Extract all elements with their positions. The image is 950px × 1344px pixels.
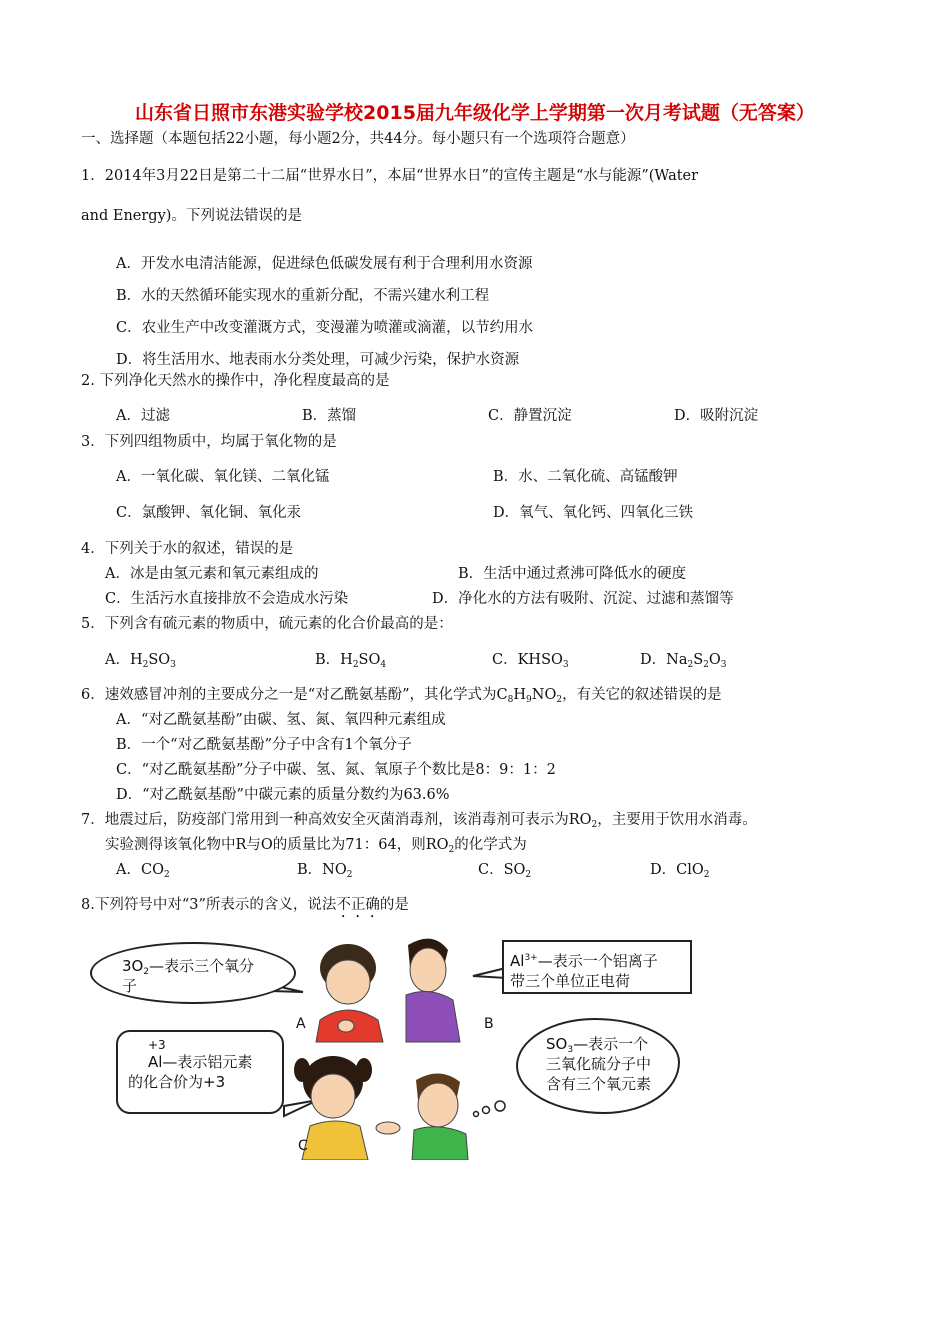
- q7-stem-line1: 7．地震过后，防疫部门常用到一种高效安全灭菌消毒剂，该消毒剂可表示为$RO_2$，主要用于饮用水消毒。: [81, 812, 757, 830]
- q2-option-a: A．过滤: [116, 408, 170, 424]
- figure-label-c: C: [298, 1138, 308, 1154]
- q6-option-b: B．一个“对乙酰氨基酚”分子中含有1个氧分子: [116, 737, 412, 753]
- q1-option-a: A．开发水电清洁能源，促进绿色低碳发展有利于合理利用水资源: [116, 256, 533, 272]
- q5-option-a: A．$H_2SO_3$: [105, 652, 176, 670]
- section-heading: 一、选择题（本题包括22小题，每小题2分，共44分。每小题只有一个选项符合题意）: [81, 131, 635, 147]
- bubble-a-line2: 子: [122, 977, 138, 995]
- bubble-c: [116, 1030, 284, 1114]
- q4-stem: 4．下列关于水的叙述，错误的是: [81, 541, 294, 557]
- q3-option-b: B．水、二氧化硫、高锰酸钾: [493, 469, 678, 485]
- q3-option-c: C．氯酸钾、氧化铜、氧化汞: [116, 505, 302, 521]
- q7-option-b: B．$NO_2$: [297, 862, 353, 880]
- q3-option-d: D．氧气、氧化钙、四氧化三铁: [493, 505, 694, 521]
- q5-option-d: D．$Na_2S_2O_3$: [640, 652, 727, 670]
- q7-option-c: C．$SO_2$: [478, 862, 532, 880]
- q6-option-c: C．“对乙酰氨基酚”分子中碳、氢、氮、氧原子个数比是8：9：1：2: [116, 762, 556, 778]
- q7-stem-line2: 实验测得该氧化物中R与O的质量比为71：64，则$RO_2$的化学式为: [105, 837, 527, 855]
- character-a: [316, 944, 383, 1042]
- q5-stem: 5．下列含有硫元素的物质中，硫元素的化合价最高的是：: [81, 616, 453, 632]
- q1-stem-line1: 1．2014年3月22日是第二十二届“世界水日”，本届“世界水日”的宣传主题是“水与能源”(Water: [81, 168, 699, 184]
- bubble-d-line3: 含有三个氧元素: [546, 1075, 652, 1093]
- q3-stem: 3．下列四组物质中，均属于氧化物的是: [81, 434, 337, 450]
- bubble-a-line1: $3O_2—$表示三个氧分: [122, 957, 255, 977]
- character-c: [294, 1056, 400, 1160]
- q1-option-d: D．将生活用水、地表雨水分类处理，可减少污染，保护水资源: [116, 352, 520, 368]
- bubble-d-line1: $SO_3—$表示一个: [546, 1035, 649, 1055]
- q1-option-b: B．水的天然循环能实现水的重新分配，不需兴建水利工程: [116, 288, 490, 304]
- q1-option-c: C．农业生产中改变灌溉方式，变漫灌为喷灌或滴灌，以节约用水: [116, 320, 534, 336]
- q2-stem: 2. 下列净化天然水的操作中，净化程度最高的是: [81, 373, 390, 389]
- q2-option-b: B．蒸馏: [302, 408, 357, 424]
- bubble-d: [516, 1018, 680, 1114]
- bubble-c-line1: Al—表示铝元素: [148, 1053, 253, 1071]
- q3-option-a: A．一氧化碳、氧化镁、二氧化锰: [116, 469, 330, 485]
- bubble-d-line2: 三氧化硫分子中: [546, 1055, 652, 1073]
- bubble-c-sup: +3: [148, 1038, 166, 1052]
- page-title: 山东省日照市东港实验学校2015届九年级化学上学期第一次月考试题（无答案）: [135, 102, 815, 124]
- q1-stem-line2: and Energy)。下列说法错误的是: [81, 208, 302, 224]
- q6-stem: 6．速效感冒冲剂的主要成分之一是“对乙酰氨基酚”，其化学式为$C_8H_9NO_2$，有关它的叙述错误的是: [81, 687, 722, 705]
- q4-option-b: B．生活中通过煮沸可降低水的硬度: [458, 566, 687, 582]
- figure-label-b: B: [484, 1016, 494, 1032]
- bubble-b-line1: $Al^{3+}—$表示一个铝离子: [510, 952, 658, 970]
- q8-stem: 8.下列符号中对“3”所表示的含义，说法不正确的是: [81, 897, 409, 913]
- character-d: [412, 1073, 468, 1160]
- bubble-c-line2: 的化合价为+3: [128, 1073, 226, 1091]
- bubble-b: [502, 940, 692, 994]
- q4-option-a: A．冰是由氢元素和氧元素组成的: [105, 566, 319, 582]
- bubble-a: [90, 942, 296, 1004]
- q7-option-d: D．ClO$_2$: [650, 862, 710, 880]
- q7-option-a: A．$CO_2$: [116, 862, 170, 880]
- q8-figure: [88, 930, 698, 1160]
- q6-option-a: A．“对乙酰氨基酚”由碳、氢、氮、氧四种元素组成: [116, 712, 446, 728]
- q5-option-b: B．$H_2SO_4$: [315, 652, 387, 670]
- q5-option-c: C．$KHSO_3$: [492, 652, 569, 670]
- character-b: [406, 939, 460, 1042]
- q4-option-d: D．净化水的方法有吸附、沉淀、过滤和蒸馏等: [432, 591, 734, 607]
- bubble-b-line2: 带三个单位正电荷: [510, 972, 631, 990]
- figure-label-a: A: [296, 1016, 306, 1032]
- q2-option-d: D．吸附沉淀: [674, 408, 759, 424]
- q4-option-c: C．生活污水直接排放不会造成水污染: [105, 591, 349, 607]
- q2-option-c: C．静置沉淀: [488, 408, 572, 424]
- q6-option-d: D．“对乙酰氨基酚”中碳元素的质量分数约为63.6%: [116, 787, 450, 803]
